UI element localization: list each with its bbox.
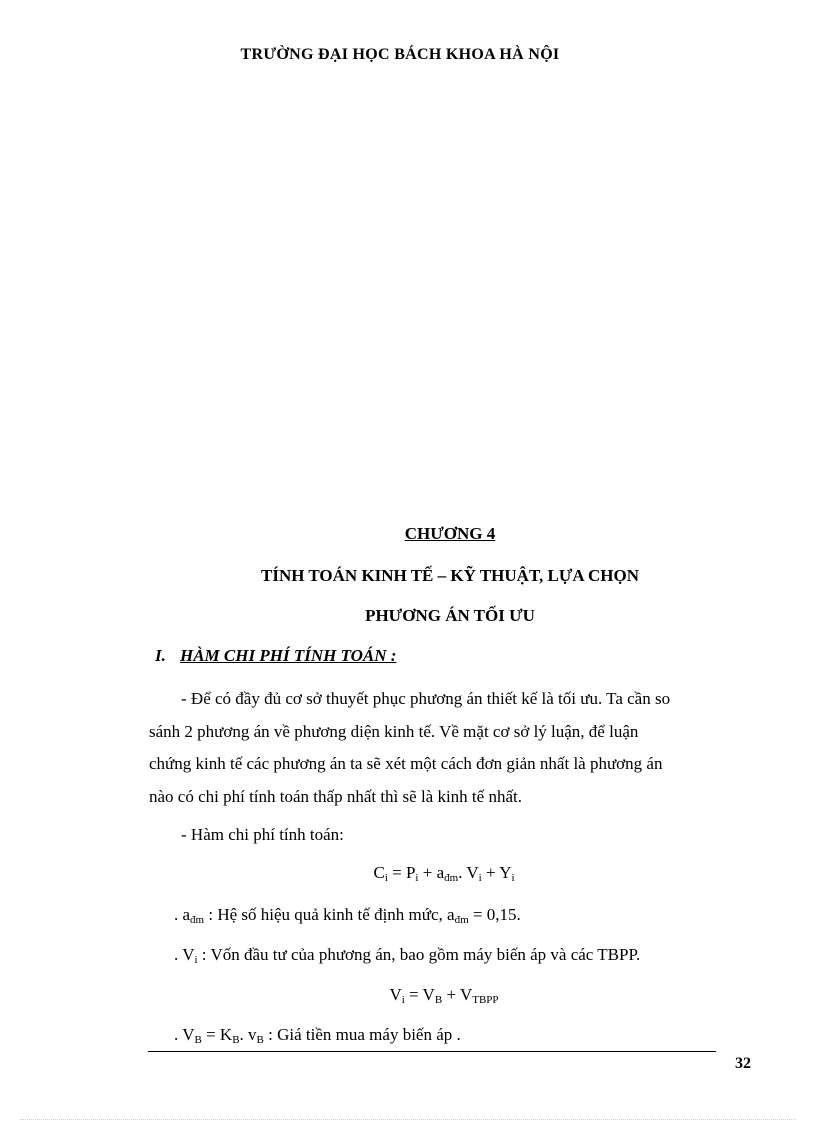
vi-formula: $V_i = V_B + V_{TBPP}$	[389, 985, 499, 1006]
chapter-title-line-1: TÍNH TOÁN KINH TẾ – KỸ THUẬT, LỰA CHỌN	[260, 566, 639, 585]
paragraph-line: sánh 2 phương án về phương diện kinh tế. Về mặt cơ sở lý luận, để luận	[149, 721, 639, 741]
intro-paragraph	[149, 683, 739, 814]
chapter-label: CHƯƠNG 4	[404, 524, 496, 543]
note-vb: . $V_B = K_B$. $v_B$ : Giá tiền mua máy biến áp .	[174, 1025, 461, 1046]
paragraph-line: - Để có đầy đủ cơ sở thuyết phục phương án thiết kế là tối ưu. Ta cần so	[181, 689, 671, 708]
cost-function-formula: $C_i = P_i + a_{đm}$. $V_i + Y_i$	[373, 863, 515, 884]
paragraph-line: chứng kinh tế các phương án ta sẽ xét một cách đơn giản nhất là phương án	[149, 754, 663, 774]
section-title: HÀM CHI PHÍ TÍNH TOÁN :	[180, 646, 397, 665]
page-number: 32	[735, 1055, 751, 1072]
cost-function-label: - Hàm chi phí tính toán:	[181, 825, 344, 844]
page-bottom-dotted-border	[20, 1119, 796, 1120]
section-heading	[155, 646, 396, 666]
footer-rule	[148, 1051, 716, 1052]
page-header-title: TRƯỜNG ĐẠI HỌC BÁCH KHOA HÀ NỘI	[240, 46, 560, 63]
chapter-title-line-2: PHƯƠNG ÁN TỐI ƯU	[365, 606, 535, 625]
paragraph-line: nào có chi phí tính toán thấp nhất thì sẽ là kinh tế nhất.	[149, 787, 522, 807]
section-number: I.	[155, 646, 166, 665]
note-adm: . $a_{đm}$ : Hệ số hiệu quả kinh tế định mức, $a_{đm} = 0,15$.	[174, 905, 521, 926]
note-vi: . $V_i$ : Vốn đầu tư của phương án, bao gồm máy biến áp và các TBPP.	[174, 945, 641, 966]
